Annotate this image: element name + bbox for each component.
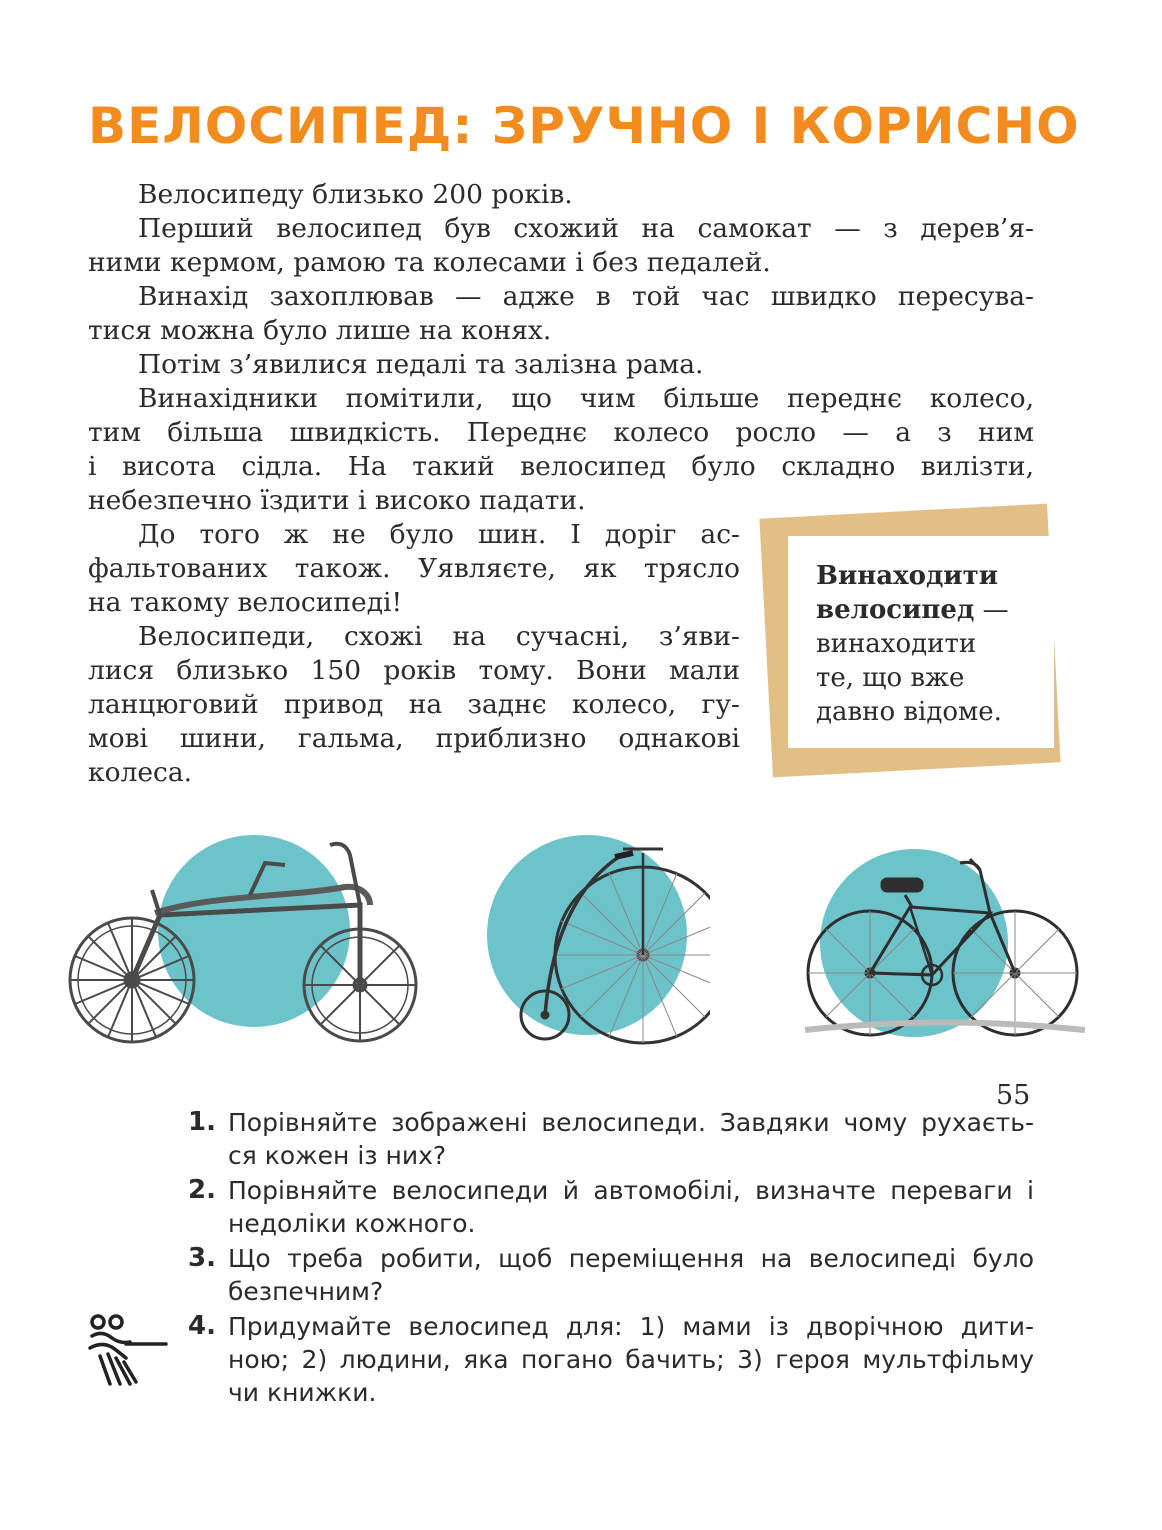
callout-dash: — bbox=[974, 595, 1009, 625]
text-line: колеса. bbox=[88, 757, 193, 788]
text-line: Перший велосипед був схожий на самокат — з дерев’я- bbox=[138, 213, 1034, 244]
left-text-block bbox=[88, 518, 740, 790]
text-line: До того ж не було шин. І доріг ас- bbox=[138, 519, 740, 550]
text-line: Винахід захоплював — адже в той час швидко пересува- bbox=[138, 281, 1034, 312]
text-line: фальтованих також. Уявляєте, як трясло bbox=[88, 553, 740, 584]
text-line: і висота сідла. На такий велосипед було складно вилізти, bbox=[88, 451, 1034, 482]
task-item bbox=[188, 1242, 1034, 1308]
text-line: Велосипеду близько 200 років. bbox=[138, 179, 573, 210]
page-title: ВЕЛОСИПЕД: ЗРУЧНО І КОРИСНО bbox=[88, 97, 1080, 155]
task-line: Порівняйте зображені велосипеди. Завдяки чому рухаєть- bbox=[228, 1108, 1034, 1137]
callout-line: винаходити bbox=[816, 629, 977, 659]
group-work-icon bbox=[86, 1312, 170, 1388]
text-line: тим більша швидкість. Переднє колесо росло — а з ним bbox=[88, 417, 1034, 448]
main-text-block bbox=[88, 178, 1034, 518]
callout-line: давно відоме. bbox=[816, 697, 1002, 727]
draisine-bicycle-icon bbox=[60, 835, 420, 1050]
text-line: ланцюговий привод на заднє колесо, гу- bbox=[88, 689, 740, 720]
task-number: 3. bbox=[188, 1243, 216, 1273]
task-item bbox=[188, 1310, 1034, 1409]
task-line: безпечним? bbox=[228, 1277, 384, 1306]
text-line: Велосипеди, схожі на сучасні, з’яви- bbox=[138, 621, 740, 652]
text-line: тися можна було лише на конях. bbox=[88, 315, 552, 346]
task-item bbox=[188, 1106, 1034, 1172]
safety-bicycle-illustration bbox=[800, 835, 1090, 1040]
callout-term: Винаходити bbox=[816, 561, 998, 591]
task-number: 2. bbox=[188, 1175, 216, 1205]
callout-line bbox=[816, 593, 1009, 627]
callout-term: велосипед bbox=[816, 595, 975, 625]
task-line: Порівняйте велосипеди й автомобілі, визначте переваги і bbox=[228, 1176, 1034, 1205]
task-list bbox=[188, 1106, 1034, 1411]
text-line: на такому велосипеді! bbox=[88, 587, 403, 618]
text-line: лися близько 150 років тому. Вони мали bbox=[88, 655, 740, 686]
text-line: небезпечно їздити і високо падати. bbox=[88, 485, 586, 516]
task-line: ною; 2) людини, яка погано бачить; 3) героя мультфільму bbox=[228, 1345, 1034, 1374]
task-line: Придумайте велосипед для: 1) мами із дворічною дити- bbox=[228, 1312, 1034, 1341]
task-number: 4. bbox=[188, 1311, 216, 1341]
task-line: чи книжки. bbox=[228, 1378, 377, 1407]
callout-line bbox=[816, 559, 1009, 593]
task-item bbox=[188, 1174, 1034, 1240]
penny-farthing-illustration bbox=[485, 835, 710, 1050]
draisine-illustration bbox=[60, 835, 420, 1050]
text-line: Потім з’явилися педалі та залізна рама. bbox=[138, 349, 704, 380]
task-number: 1. bbox=[188, 1107, 216, 1137]
task-line: Що треба робити, щоб переміщення на велосипеді було bbox=[228, 1244, 1034, 1273]
task-line: недоліки кожного. bbox=[228, 1209, 476, 1238]
page-number: 55 bbox=[996, 1080, 1031, 1111]
text-line: ними кермом, рамою та колесами і без педалей. bbox=[88, 247, 771, 278]
safety-bicycle-icon bbox=[800, 835, 1090, 1040]
callout-text bbox=[816, 559, 1009, 729]
text-line: мові шини, гальма, приблизно однакові bbox=[88, 723, 740, 754]
penny-farthing-bicycle-icon bbox=[485, 835, 710, 1050]
callout-line: те, що вже bbox=[816, 663, 965, 693]
task-line: ся кожен із них? bbox=[228, 1141, 447, 1170]
text-line: Винахідники помітили, що чим більше переднє колесо, bbox=[138, 383, 1034, 414]
